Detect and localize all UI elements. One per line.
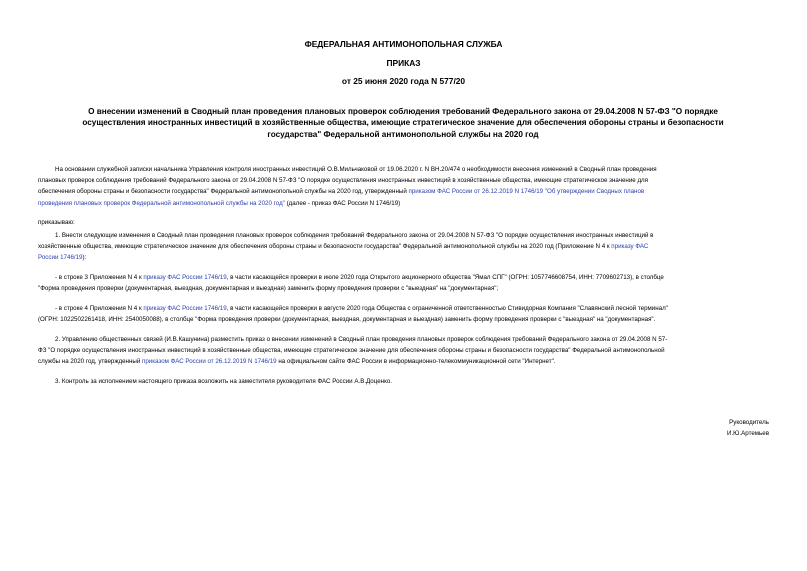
- order-word-text: приказываю:: [38, 219, 75, 226]
- preamble-text: (далее - приказ ФАС России N 1746/19): [284, 199, 401, 207]
- item-1-text: ):: [82, 254, 87, 262]
- item-1b-line: (ОГРН: 1022502261418, ИНН: 2540050088), в столбце "Форма проведения проверки (документарная, выездная, документарная и выездная) заменить форму проведения проверки с "выездная" на "документарная".: [38, 316, 656, 324]
- item-1a-text: , в части касающейся проверки в июле 2020 года Открытого акционерного общества "Ямал СПГ" (ОГРН: 1057746608754, ИНН: 7709602713), в столбце: [226, 274, 664, 281]
- order-fas-link[interactable]: приказу ФАС: [611, 243, 649, 251]
- signature-position: Руководитель: [729, 419, 769, 426]
- preamble-line: плановых проверок соблюдения требований Федерального закона от 29.04.2008 N 57-ФЗ "О порядке осуществления иностранных инвестиций в хозяйственные общества, имеющие стратегическое значение для: [38, 177, 649, 185]
- order-fas-link-cont[interactable]: России 1746/19: [38, 254, 83, 262]
- item-1-paragraph: [38, 230, 770, 264]
- order-fas-1746-link[interactable]: приказу ФАС России 1746/19: [143, 274, 227, 281]
- item-1a-text: - в строке 3 Приложения N 4 к: [55, 274, 144, 281]
- order-1746-link-cont[interactable]: проведения плановых проверок Федеральной антимонопольной службы на 2020 год": [38, 199, 285, 207]
- item-1a-paragraph: [38, 272, 770, 294]
- item-2-text: на официальном сайте ФАС России в информационно-телекоммуникационной сети "Интернет".: [276, 358, 556, 366]
- item-1b-text: , в части касающейся проверки в августе 2020 года Общества с ограниченной ответственностью Стивидорная Компания "Славянский лесной терминал": [226, 305, 668, 312]
- item-2-paragraph: [38, 334, 770, 368]
- order-word: [38, 217, 770, 228]
- item-2-line: ФЗ "О порядке осуществления иностранных инвестиций в хозяйственные общества, имеющие стратегическое значение для обеспечения обороны страны и безопасности государства" Федеральной антимонопольной: [38, 347, 665, 355]
- title-line-1: О внесении изменений в Сводный план проведения плановых проверок соблюдения требований Федерального закона от 29.04.2008 N 57-ФЗ "О порядке: [88, 107, 718, 116]
- preamble-text: обеспечения обороны страны и безопасности государства" Федеральной антимонопольной службы на 2020 год, утвержденный: [38, 188, 409, 196]
- doc-type-heading: ПРИКАЗ: [386, 58, 421, 68]
- item-1a-line: "Форма проведения проверки (документарная, выездная, документарная и выездная) заменить форму проведения проверки с "выездная" на "документарная";: [38, 285, 499, 293]
- order-fas-1746-link[interactable]: приказу ФАС России 1746/19: [143, 305, 227, 312]
- order-1746-link[interactable]: приказом ФАС России от 26.12.2019 N 1746/19 "Об утверждении Сводных планов: [408, 188, 645, 196]
- agency-heading: ФЕДЕРАЛЬНАЯ АНТИМОНОПОЛЬНАЯ СЛУЖБА: [304, 39, 503, 49]
- signature-name: И.Ю.Артемьев: [727, 430, 769, 438]
- item-3-paragraph: [38, 376, 770, 387]
- item-1-line: 1. Внести следующие изменения в Сводный план проведения плановых проверок соблюдения требований Федерального закона от 29.04.2008 N 57-ФЗ "О порядке осуществления иностранных инвестиций в: [55, 232, 654, 239]
- document-title: [58, 106, 748, 140]
- item-2-line: 2. Управлению общественных связей (И.В.Кашунина) разместить приказ о внесении изменений в Сводный план проведения плановых проверок соблюдения требований Федерального закона от 29.04.2008 N 57-: [55, 336, 668, 343]
- item-3-line: 3. Контроль за исполнением настоящего приказа возложить на заместителя руководителя ФАС России А.В.Доценко.: [55, 378, 393, 385]
- preamble-line: На основании служебной записки начальника Управления контроля иностранных инвестиций О.В.Мильчаковой от 19.06.2020 г. N ВН.20/474 о необходимости внесения изменений в Сводный план проведения: [55, 166, 657, 173]
- preamble-paragraph: [38, 164, 770, 209]
- title-line-3: государства" Федеральной антимонопольной службы на 2020 год: [267, 129, 539, 139]
- item-1b-paragraph: [38, 303, 770, 325]
- signature-block: [727, 417, 769, 439]
- date-number-heading: от 25 июня 2020 года N 577/20: [341, 76, 466, 86]
- order-1746-link[interactable]: приказом ФАС России от 26.12.2019 N 1746/19: [142, 358, 277, 366]
- item-1-text: хозяйственные общества, имеющие стратегическое значение для обеспечения обороны страны и безопасности государства" Федеральной антимонопольной службы на 2020 год (Приложение N 4 к: [38, 243, 612, 251]
- item-2-text: службы на 2020 год, утвержденный: [38, 358, 142, 366]
- item-1b-text: - в строке 4 Приложения N 4 к: [55, 305, 144, 312]
- title-line-2: осуществления иностранных инвестиций в хозяйственные общества, имеющие стратегическое значение для обеспечения обороны страны и безопасности: [82, 118, 724, 128]
